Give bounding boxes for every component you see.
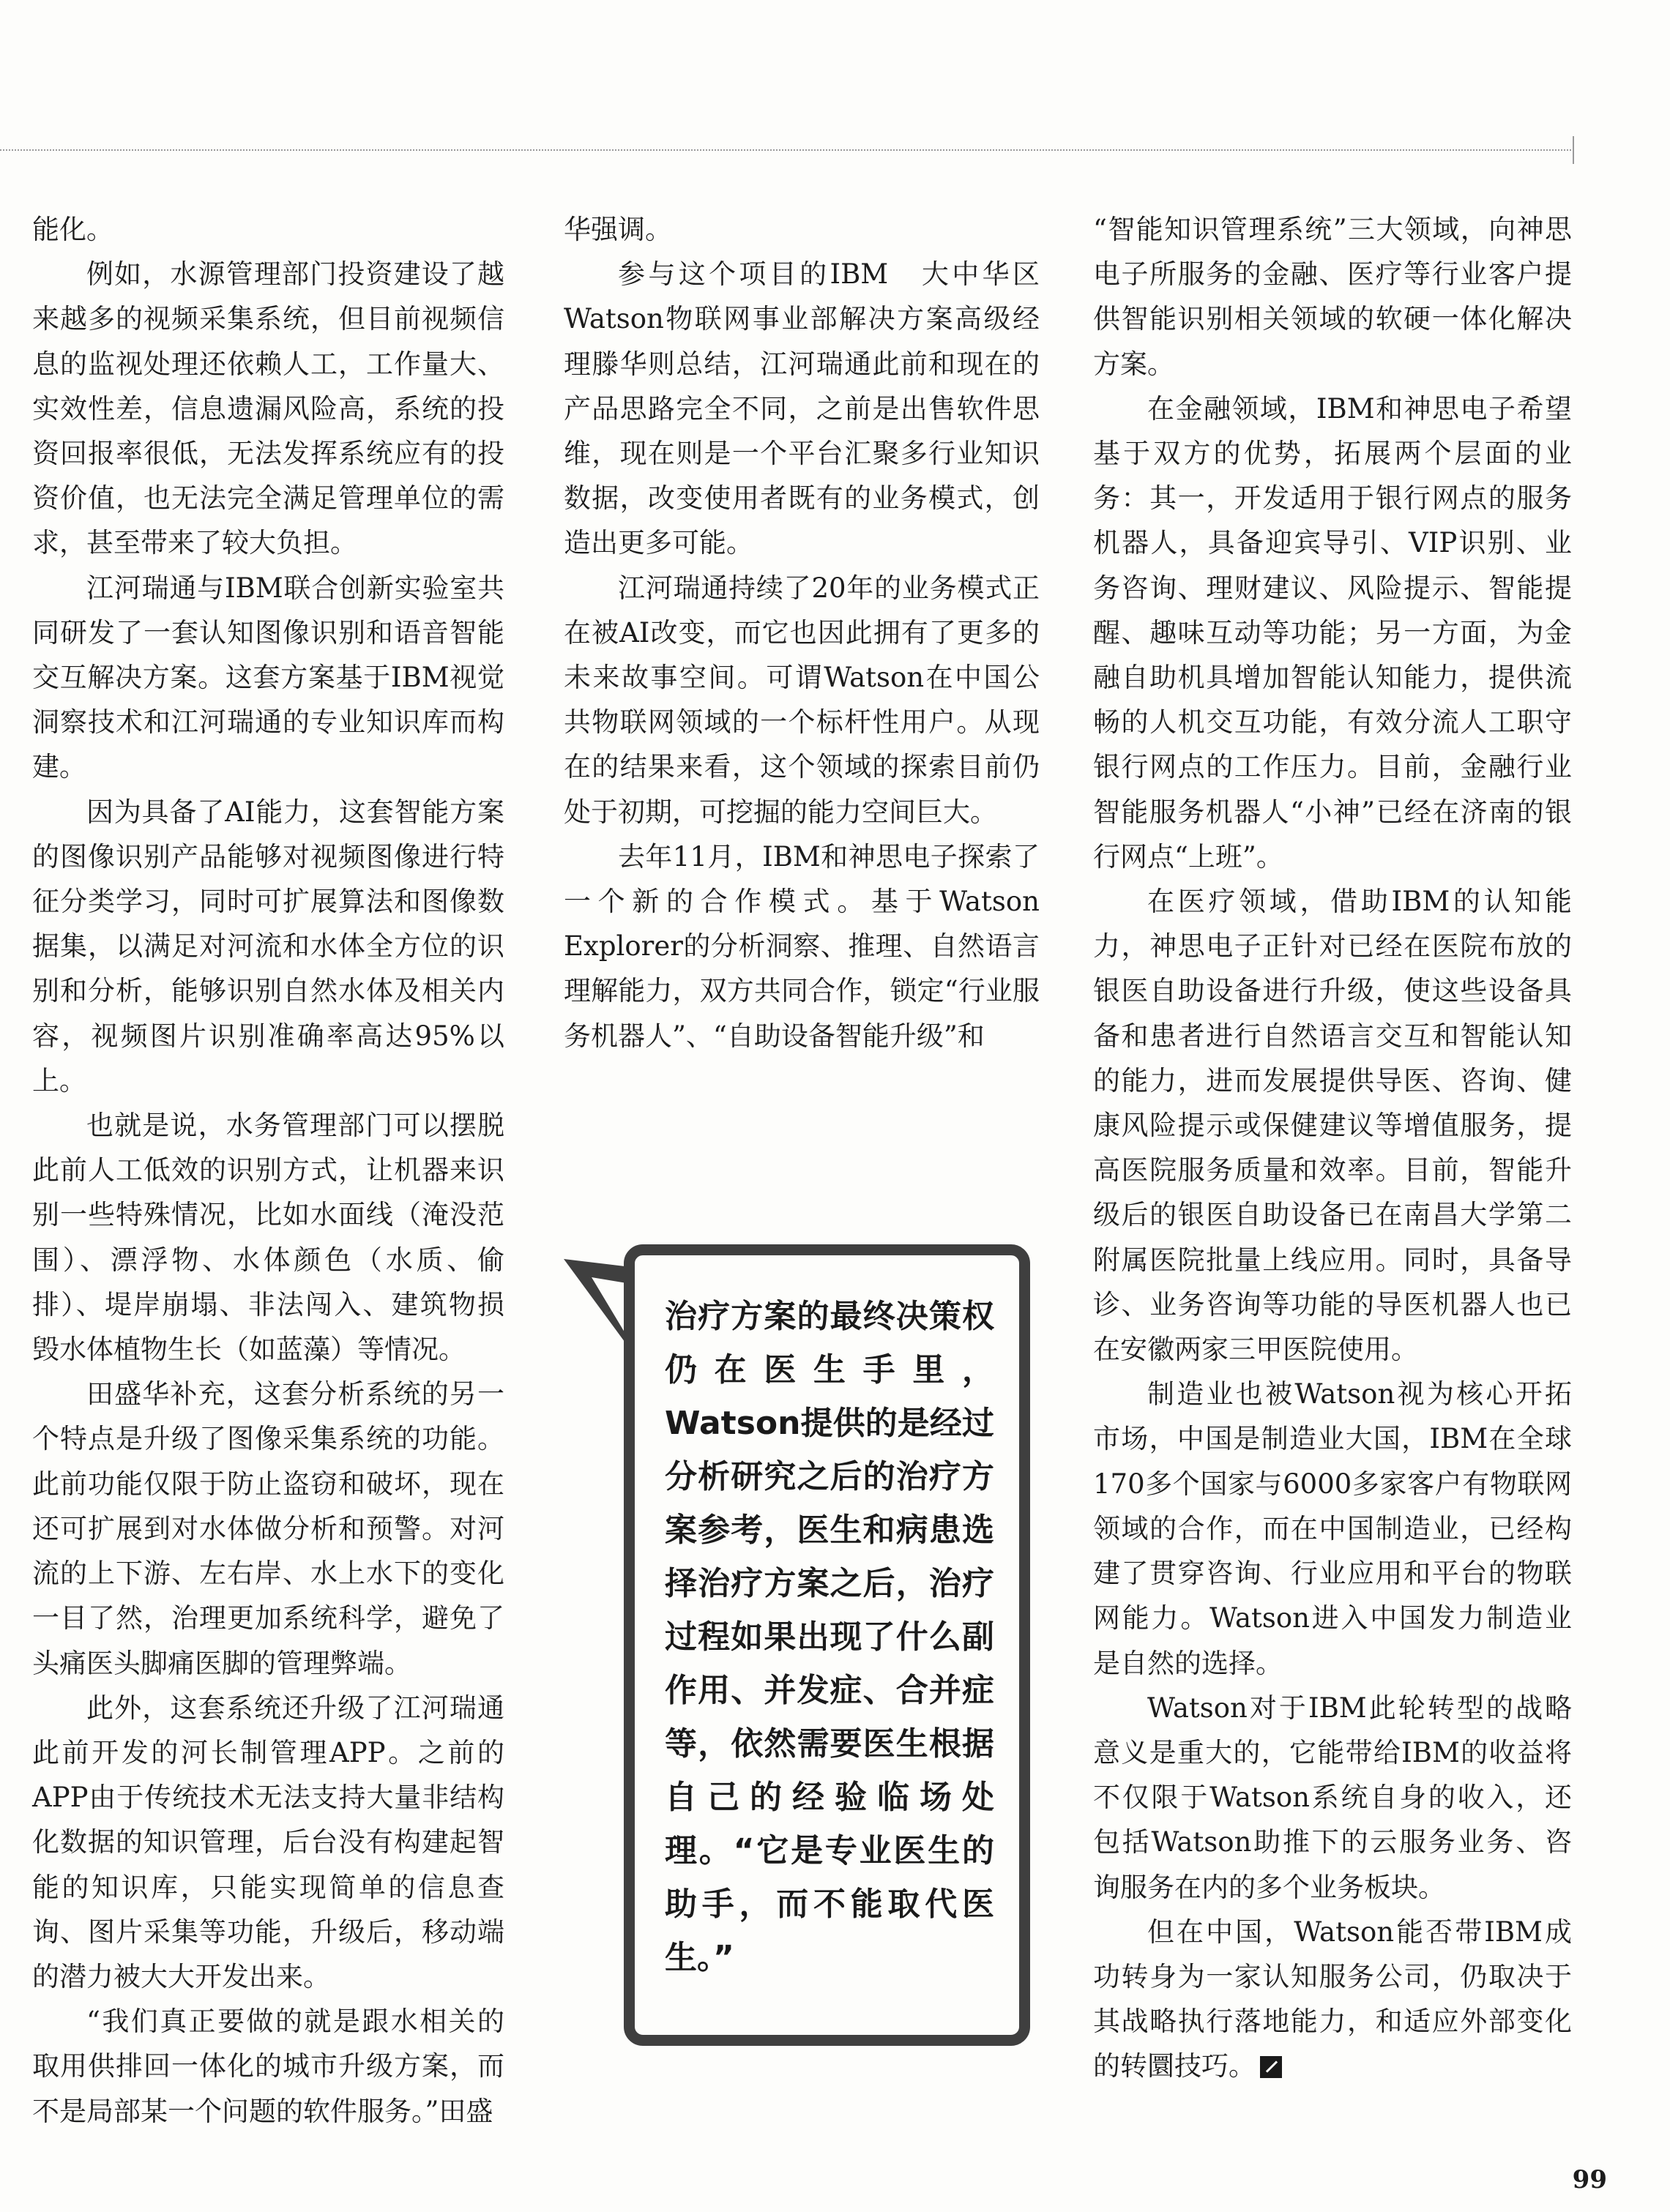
header-rule (0, 149, 1574, 151)
paragraph: “智能知识管理系统”三大领域，向神思电子所服务的金融、医疗等行业客户提供智能识别相关领域的软硬一体化解决方案。 (1093, 214, 1572, 380)
paragraph: 江河瑞通持续了20年的业务模式正在被AI改变，而它也因此拥有了更多的未来故事空间。可谓Watson在中国公共物联网领域的一个标杆性用户。从现在的结果来看，这个领域的探索目前仍处于初期，可挖掘的能力空间巨大。 (564, 572, 1040, 828)
header-rule-tick (1573, 136, 1574, 164)
paragraph: 江河瑞通与IBM联合创新实验室共同研发了一套认知图像识别和语音智能交互解决方案。这套方案基于IBM视觉洞察技术和江河瑞通的专业知识库而构建。 (32, 572, 504, 783)
paragraph: 能化。 (32, 214, 113, 245)
pull-quote-text: 治疗方案的最终决策权仍在医生手里，Watson提供的是经过分析研究之后的治疗方案参考，医生和病患选择治疗方案之后，治疗过程如果出现了什么副作用、并发症、合并症等，依然需要医生根据自己的经验临场处理。“它是专业医生的助手，而不能取代医生。” (665, 1298, 994, 1976)
paragraph: 此外，这套系统还升级了江河瑞通此前开发的河长制管理APP。之前的APP由于传统技术无法支持大量非结构化数据的知识管理，后台没有构建起智能的知识库，只能实现简单的信息查询、图片采集等功能，升级后，移动端的潜力被大大开发出来。 (32, 1692, 504, 1992)
paragraph: 因为具备了AI能力，这套智能方案的图像识别产品能够对视频图像进行特征分类学习，同时可扩展算法和图像数据集，以满足对河流和水体全方位的识别和分析，能够识别自然水体及相关内容，视频图片识别准确率高达95%以上。 (32, 796, 504, 1096)
paragraph: Watson对于IBM此轮转型的战略意义是重大的，它能带给IBM的收益将不仅限于Watson系统自身的收入，还包括Watson助推下的云服务业务、咨询服务在内的多个业务板块。 (1093, 1692, 1572, 1903)
paragraph: 去年11月，IBM和神思电子探索了一个新的合作模式。基于Watson Explorer的分析洞察、推理、自然语言理解能力，双方共同合作，锁定“行业服务机器人”、“自助设备智能升级”和 (564, 840, 1040, 1052)
article-column-1 (32, 207, 504, 2134)
paragraph: “我们真正要做的就是跟水相关的取用供排回一体化的城市升级方案，而不是局部某一个问题的软件服务。”田盛 (32, 2006, 504, 2127)
article-column-2 (564, 207, 1040, 1058)
article-column-3 (1093, 207, 1572, 2089)
paragraph: 在金融领域，IBM和神思电子希望基于双方的优势，拓展两个层面的业务：其一，开发适用于银行网点的服务机器人，具备迎宾导引、VIP识别、业务咨询、理财建议、风险提示、智能提醒、趣味互动等功能；另一方面，为金融自助机具增加智能认知能力，提供流畅的人机交互功能，有效分流人工职守银行网点的工作压力。目前，金融行业智能服务机器人“小神”已经在济南的银行网点“上班”。 (1093, 392, 1572, 873)
paragraph: 例如，水源管理部门投资建设了越来越多的视频采集系统，但目前视频信息的监视处理还依赖人工，工作量大、实效性差，信息遗漏风险高，系统的投资回报率很低，无法发挥系统应有的投资价值，也无法完全满足管理单位的需求，甚至带来了较大负担。 (32, 258, 504, 559)
paragraph: 在医疗领域，借助IBM的认知能力，神思电子正针对已经在医院布放的银医自助设备进行升级，使这些设备具备和患者进行自然语言交互和智能认知的能力，进而发展提供导医、咨询、健康风险提示或保健建议等增值服务，提高医院服务质量和效率。目前，智能升级后的银医自助设备已在南昌大学第二附属医院批量上线应用。同时，具备导诊、业务咨询等功能的导医机器人也已在安徽两家三甲医院使用。 (1093, 886, 1572, 1366)
end-of-article-icon (1260, 2056, 1282, 2078)
paragraph: 但在中国，Watson能否带IBM成功转身为一家认知服务公司，仍取决于其战略执行落地能力，和适应外部变化的转圜技巧。 (1093, 1916, 1572, 2082)
paragraph: 制造业也被Watson视为核心开拓市场，中国是制造业大国，IBM在全球170多个国家与6000多家客户有物联网领域的合作，而在中国制造业，已经构建了贯穿咨询、行业应用和平台的物联网能力。Watson进入中国发力制造业是自然的选择。 (1093, 1378, 1572, 1679)
paragraph: 华强调。 (564, 214, 672, 245)
paragraph: 参与这个项目的IBM 大中华区Watson物联网事业部解决方案高级经理滕华则总结，江河瑞通此前和现在的产品思路完全不同，之前是出售软件思维，现在则是一个平台汇聚多行业知识数据，改变使用者既有的业务模式，创造出更多可能。 (564, 258, 1040, 559)
paragraph: 田盛华补充，这套分析系统的另一个特点是升级了图像采集系统的功能。此前功能仅限于防止盗窃和破坏，现在还可扩展到对水体做分析和预警。对河流的上下游、左右岸、水上水下的变化一目了然，治理更加系统科学，避免了头痛医头脚痛医脚的管理弊端。 (32, 1378, 504, 1679)
paragraph: 也就是说，水务管理部门可以摆脱此前人工低效的识别方式，让机器来识别一些特殊情况，比如水面线（淹没范围）、漂浮物、水体颜色（水质、偷排）、堤岸崩塌、非法闯入、建筑物损毁水体植物生长（如蓝藻）等情况。 (32, 1110, 504, 1366)
page-number: 99 (1572, 2165, 1607, 2194)
